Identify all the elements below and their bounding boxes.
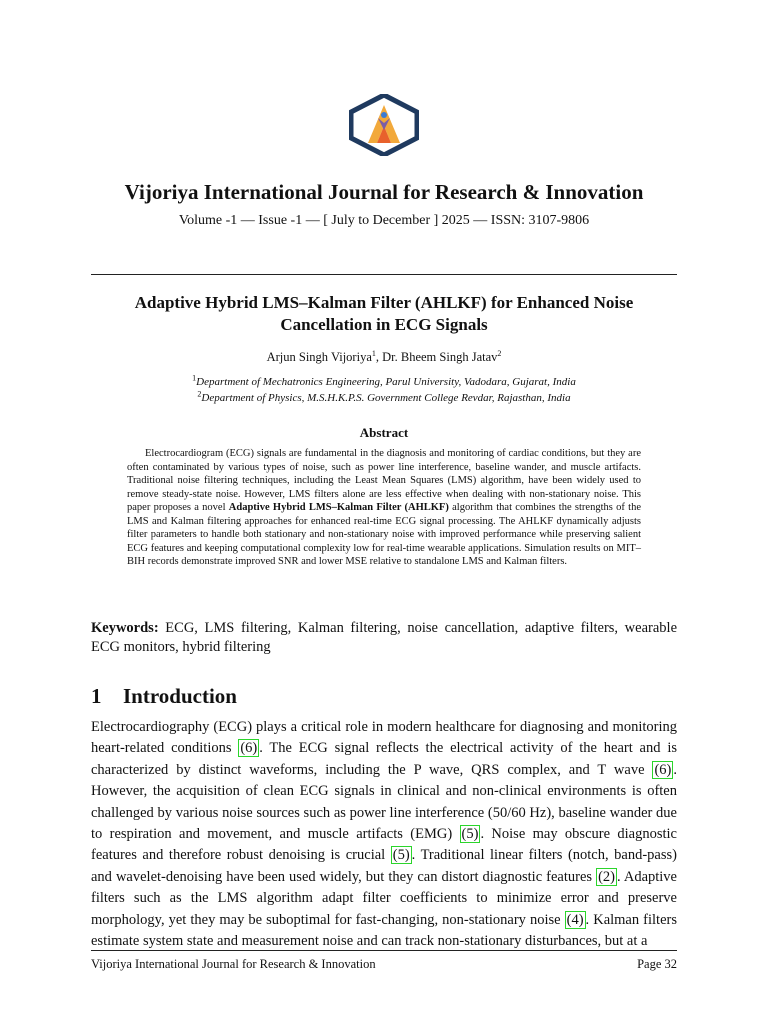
paragraph-text: . Kalman filters estimate system state and measurement noise and can track non-stationary disturbances, but at a bbox=[91, 911, 677, 950]
author-name: Arjun Singh Vijoriya bbox=[266, 350, 372, 364]
section-title: Introduction bbox=[123, 684, 237, 708]
paragraph-text: Electrocardiography (ECG) plays a critical role in modern healthcare for diagnosing and monitoring heart-related conditions bbox=[91, 719, 677, 757]
citation-link[interactable]: (6) bbox=[654, 761, 672, 778]
affiliation-text: Department of Physics, M.S.H.K.P.S. Government College Revdar, Rajasthan, India bbox=[201, 392, 571, 404]
section-heading-introduction bbox=[91, 684, 237, 709]
author-affiliation-mark: 1 bbox=[371, 348, 376, 358]
paragraph-text: . Noise may obscure diagnostic features and therefore robust denoising is crucial bbox=[91, 826, 677, 864]
paper-title: Adaptive Hybrid LMS–Kalman Filter (AHLKF) for Enhanced Noise Cancellation in ECG Signals bbox=[134, 293, 634, 334]
citation-link[interactable]: (6) bbox=[240, 740, 258, 757]
paragraph-text: . Traditional linear filters (notch, band-pass) and wavelet-denoising have been used widely, but they can distort diagnostic features bbox=[91, 847, 677, 885]
footer-journal-name: Vijoriya International Journal for Research & Innovation bbox=[91, 957, 376, 971]
citation-link[interactable]: (5) bbox=[461, 826, 479, 843]
keywords-label: Keywords: bbox=[91, 620, 159, 636]
author-list bbox=[0, 350, 768, 365]
section-number: 1 bbox=[91, 684, 102, 708]
citation-link[interactable]: (2) bbox=[598, 868, 615, 885]
abstract-body bbox=[127, 447, 641, 569]
abstract-text: algorithm that combines the strengths of the LMS and Kalman filtering approaches for enhanced real-time ECG signal processing. The AHLKF dynamically adjusts filter parameters to handle both stationary and non-stationary noise with improved performance while preserving salient ECG features and keeping computational complexity low for real-time wearable applications. Simulation results on MIT–BIH records demonstrate improved SNR and lower MSE relative to standalone LMS and Kalman filters. bbox=[127, 502, 641, 567]
journal-logo-icon bbox=[349, 94, 419, 156]
affiliation-mark: 1 bbox=[192, 373, 197, 383]
keywords bbox=[91, 619, 677, 657]
abstract-heading: Abstract bbox=[359, 425, 409, 440]
citation-link[interactable]: (4) bbox=[566, 911, 584, 928]
paragraph-text: . The ECG signal reflects the electrical activity of the heart and is characterized by distinct waveforms, including the P wave, QRS complex, and T wave bbox=[91, 740, 677, 778]
affiliation-text: Department of Mechatronics Engineering, Parul University, Vadodara, Gujarat, India bbox=[196, 376, 576, 388]
introduction-paragraph bbox=[91, 717, 677, 952]
abstract-method-name: Adaptive Hybrid LMS–Kalman Filter (AHLKF) bbox=[228, 502, 449, 513]
abstract-text: Electrocardiogram (ECG) signals are fundamental in the diagnosis and monitoring of cardiac conditions, but they are often contaminated by various types of noise, such as power line interference, baseline wander, and muscle artifacts. Traditional noise filtering techniques, including the Least Mean Squares (LMS) algorithm, have been widely used to remove steady-state noise. However, LMS filters alone are less effective when dealing with non-stationary noise. This paper proposes a novel bbox=[127, 448, 641, 513]
author-separator: , bbox=[375, 350, 383, 364]
footer-divider bbox=[91, 950, 677, 951]
page-number: Page 32 bbox=[637, 957, 677, 971]
volume-issue-line: Volume -1 — Issue -1 — [ July to December ] 2025 — ISSN: 3107-9806 bbox=[178, 213, 590, 228]
journal-title: Vijoriya International Journal for Research & Innovation bbox=[124, 180, 644, 204]
header-divider bbox=[91, 274, 677, 275]
affiliation bbox=[0, 373, 768, 388]
affiliation bbox=[0, 389, 768, 404]
affiliation-mark: 2 bbox=[197, 389, 202, 399]
author-affiliation-mark: 2 bbox=[497, 348, 502, 358]
keywords-text: ECG, LMS filtering, Kalman filtering, noise cancellation, adaptive filters, wearable ECG monitors, hybrid filtering bbox=[91, 620, 677, 655]
author-name: Dr. Bheem Singh Jatav bbox=[382, 350, 498, 364]
paragraph-text: . Adaptive filters such as the LMS algorithm adapt filter coefficients to minimize error and preserve morphology, yet they may be suboptimal for fast-changing, non-stationary noise bbox=[91, 868, 677, 928]
citation-link[interactable]: (5) bbox=[392, 847, 410, 864]
paragraph-text: . However, the acquisition of clean ECG signals in clinical and non-clinical environments is often challenged by various noise sources such as power line interference (50/60 Hz), baseline wander due to respiration and movement, and muscle artifacts (EMG) bbox=[91, 761, 677, 843]
